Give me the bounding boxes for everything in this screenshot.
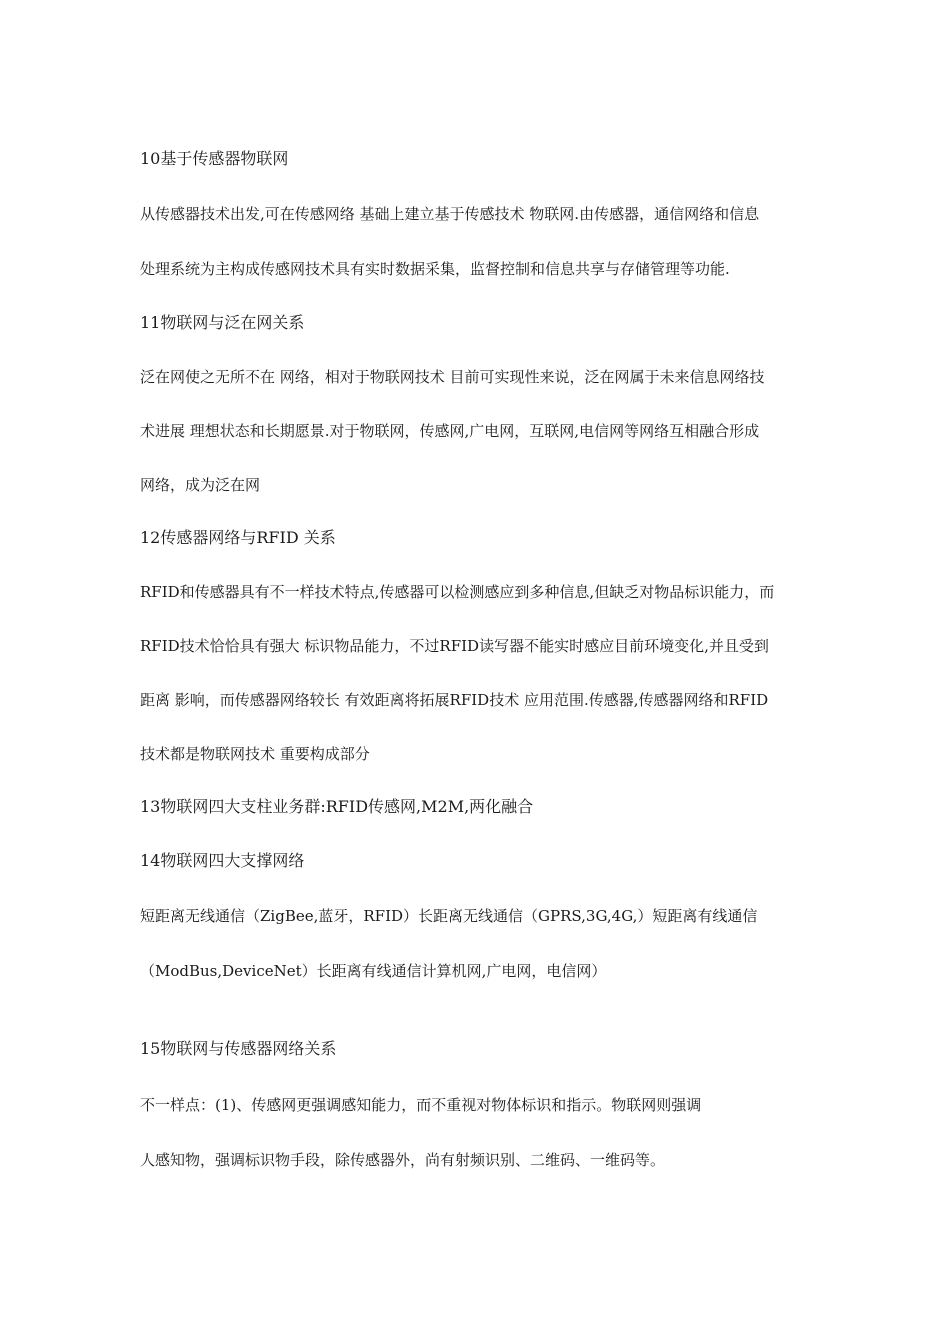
section-13-heading: 13物联网四大支柱业务群:RFID传感网,M2M,两化融合 bbox=[140, 797, 534, 816]
section-10-line-2: 处理系统为主构成传感网技术具有实时数据采集，监督控制和信息共享与存储管理等功能. bbox=[140, 260, 730, 278]
section-14-heading: 14物联网四大支撑网络 bbox=[140, 851, 305, 870]
section-12-line-2: RFID技术恰恰具有强大 标识物品能力，不过RFID读写器不能实时感应目前环境变化,并且受到 bbox=[140, 637, 769, 655]
section-11-heading: 11物联网与泛在网关系 bbox=[140, 313, 305, 332]
section-12-line-1: RFID和传感器具有不一样技术特点,传感器可以检测感应到多种信息,但缺乏对物品标识能力，而 bbox=[140, 583, 775, 601]
section-12-line-3: 距离 影响，而传感器网络较长 有效距离将拓展RFID技术 应用范围.传感器,传感器网络和RFID bbox=[140, 691, 769, 709]
section-11-line-1: 泛在网使之无所不在 网络，相对于物联网技术 目前可实现性来说，泛在网属于未来信息网络技 bbox=[140, 368, 765, 386]
section-11-line-3: 网络，成为泛在网 bbox=[140, 476, 261, 494]
section-15-heading: 15物联网与传感器网络关系 bbox=[140, 1039, 337, 1058]
section-12-heading: 12传感器网络与RFID 关系 bbox=[140, 528, 336, 547]
section-10-heading: 10基于传感器物联网 bbox=[140, 149, 289, 168]
section-11-line-2: 术进展 理想状态和长期愿景.对于物联网，传感网,广电网，互联网,电信网等网络互相融合形成 bbox=[140, 422, 760, 440]
section-14-line-1: 短距离无线通信（ZigBee,蓝牙，RFID）长距离无线通信（GPRS,3G,4G,）短距离有线通信 bbox=[140, 907, 758, 925]
section-12-line-4: 技术都是物联网技术 重要构成部分 bbox=[140, 745, 370, 763]
section-14-line-2: （ModBus,DeviceNet）长距离有线通信计算机网,广电网，电信网） bbox=[140, 962, 607, 980]
section-10-line-1: 从传感器技术出发,可在传感网络 基础上建立基于传感技术 物联网.由传感器，通信网络和信息 bbox=[140, 205, 760, 223]
section-15-line-1: 不一样点：(1)、传感网更强调感知能力，而不重视对物体标识和指示。物联网则强调 bbox=[140, 1096, 702, 1114]
section-15-line-2: 人感知物，强调标识物手段，除传感器外，尚有射频识别、二维码、一维码等。 bbox=[140, 1151, 666, 1169]
